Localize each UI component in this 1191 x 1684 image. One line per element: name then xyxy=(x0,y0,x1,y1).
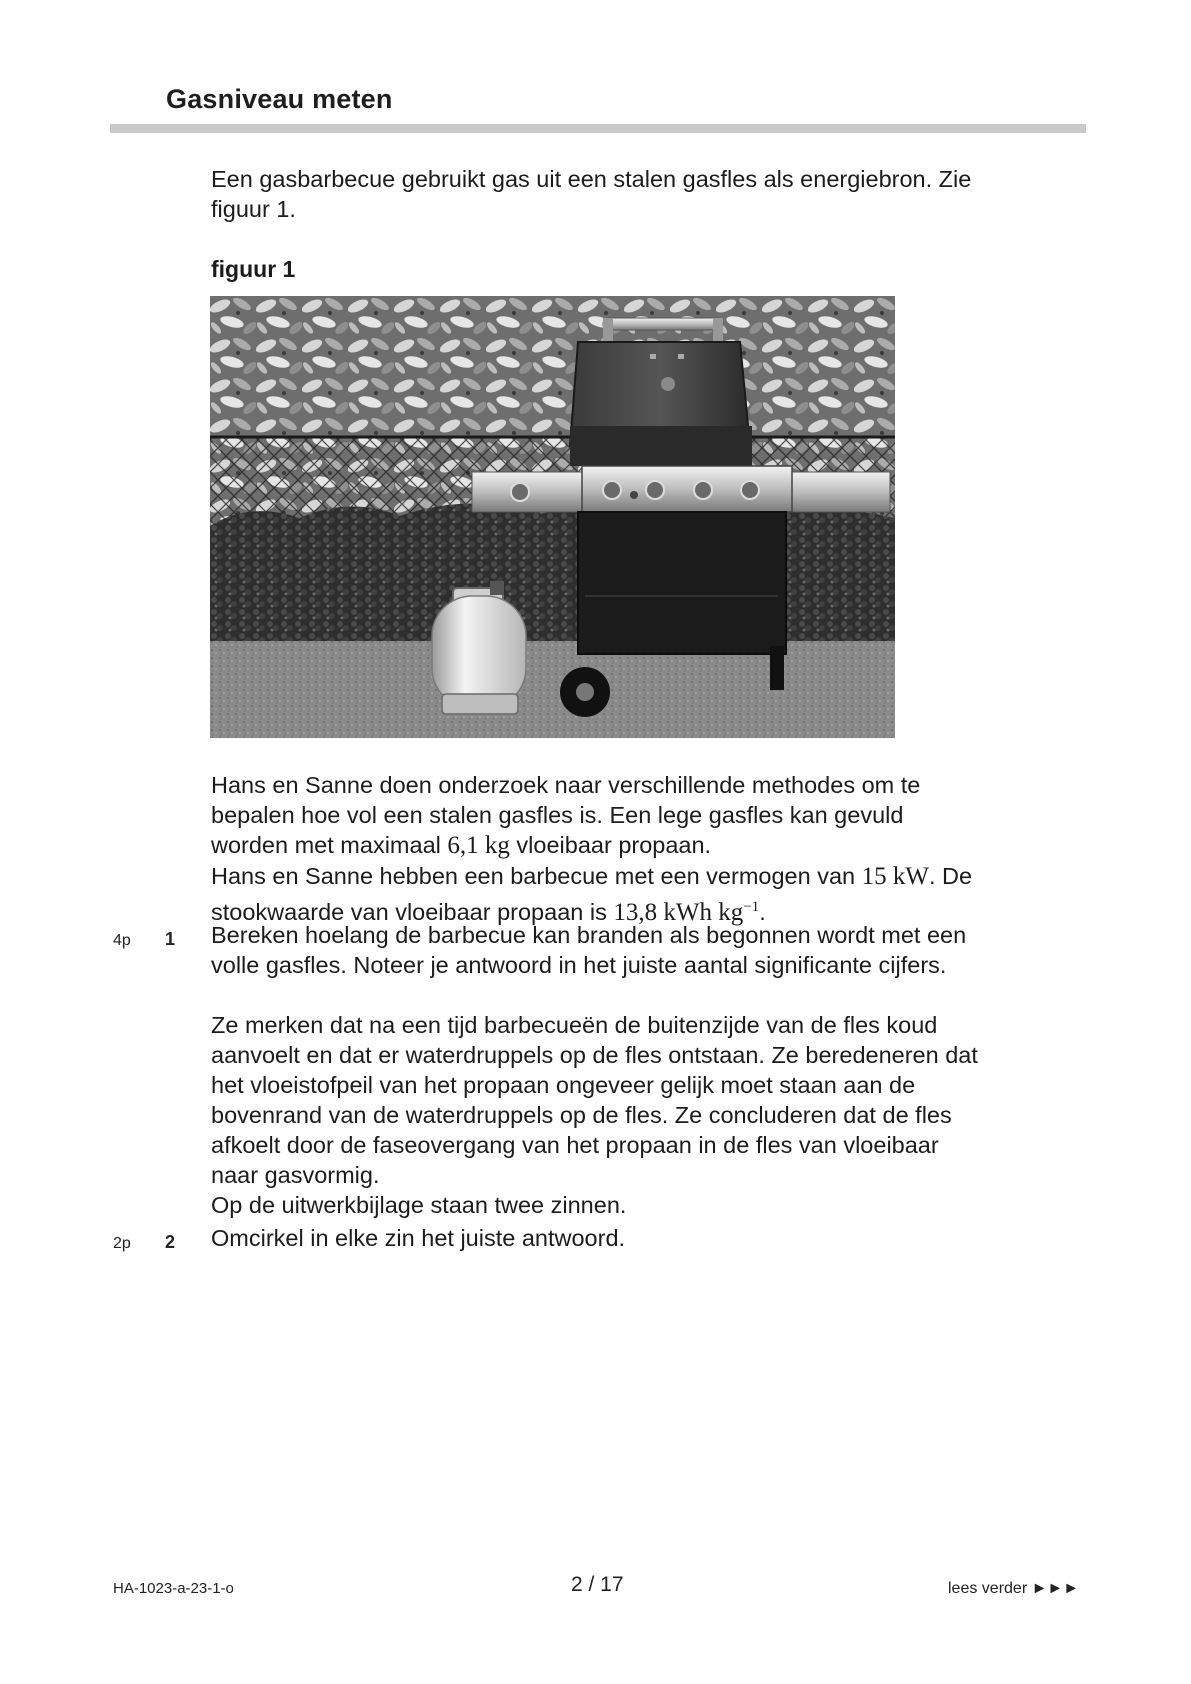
question-line: Bereken hoelang de barbecue kan branden als begonnen wordt met een xyxy=(211,922,967,948)
continue-indicator: lees verder ►►► xyxy=(948,1580,1080,1597)
question-2-text xyxy=(211,1223,1071,1253)
context-paragraph xyxy=(211,770,1071,928)
context-text: worden met maximaal xyxy=(211,832,448,858)
context-line xyxy=(211,830,1071,861)
question-line: volle gasfles. Noteer je antwoord in het juiste aantal significante cijfers. xyxy=(211,952,947,978)
question-line: Omcirkel in elke zin het juiste antwoord. xyxy=(211,1225,626,1251)
context-text: vloeibaar propaan. xyxy=(509,832,712,858)
exam-code: HA-1023-a-23-1-o xyxy=(113,1580,234,1597)
intro-line: Een gasbarbecue gebruikt gas uit een stalen gasfles als energiebron. Zie xyxy=(211,166,972,192)
question-points: 2p xyxy=(113,1235,131,1252)
title-divider xyxy=(110,124,1086,133)
context-line: bovenrand van de waterdruppels op de fles. Ze concluderen dat de fles xyxy=(211,1102,952,1128)
context2-paragraph xyxy=(211,1010,1071,1220)
context-line: naar gasvormig. xyxy=(211,1162,380,1188)
context-text: . xyxy=(759,899,766,925)
figure-caption: figuur 1 xyxy=(211,256,296,282)
context-line: Op de uitwerkbijlage staan twee zinnen. xyxy=(211,1192,627,1218)
quantity-power: 15 kW xyxy=(861,863,929,890)
context-line: Ze merken dat na een tijd barbecueën de buitenzijde van de fles koud xyxy=(211,1012,938,1038)
context-text: Hans en Sanne hebben een barbecue met een vermogen van xyxy=(211,863,862,889)
question-number: 1 xyxy=(165,929,176,949)
intro-line: figuur 1. xyxy=(211,196,296,222)
context-line: Hans en Sanne doen onderzoek naar verschillende methodes om te xyxy=(211,772,921,798)
quantity-value: 13,8 kWh kg xyxy=(613,899,744,926)
intro-paragraph xyxy=(211,164,1071,224)
context-text: stookwaarde van vloeibaar propaan is xyxy=(211,899,614,925)
page-number: 2 / 17 xyxy=(571,1573,624,1596)
context-line: afkoelt door de faseovergang van het propaan in de fles van vloeibaar xyxy=(211,1132,939,1158)
unit-exponent: −1 xyxy=(743,899,760,915)
context-line xyxy=(211,861,1071,892)
context-line: het vloeistofpeil van het propaan ongeveer gelijk moet staan aan de xyxy=(211,1072,916,1098)
context-line: aanvoelt en dat er waterdruppels op de fles ontstaan. Ze beredeneren dat xyxy=(211,1042,978,1068)
section-title: Gasniveau meten xyxy=(166,84,393,114)
question-1-text xyxy=(211,920,1071,980)
context-text: . De xyxy=(929,863,973,889)
question-number: 2 xyxy=(165,1232,176,1252)
context-line: bepalen hoe vol een stalen gasfles is. Een lege gasfles kan gevuld xyxy=(211,802,904,828)
quantity-mass: 6,1 kg xyxy=(447,832,510,859)
question-points: 4p xyxy=(113,932,131,949)
figure-photo-barbecue xyxy=(210,296,895,738)
